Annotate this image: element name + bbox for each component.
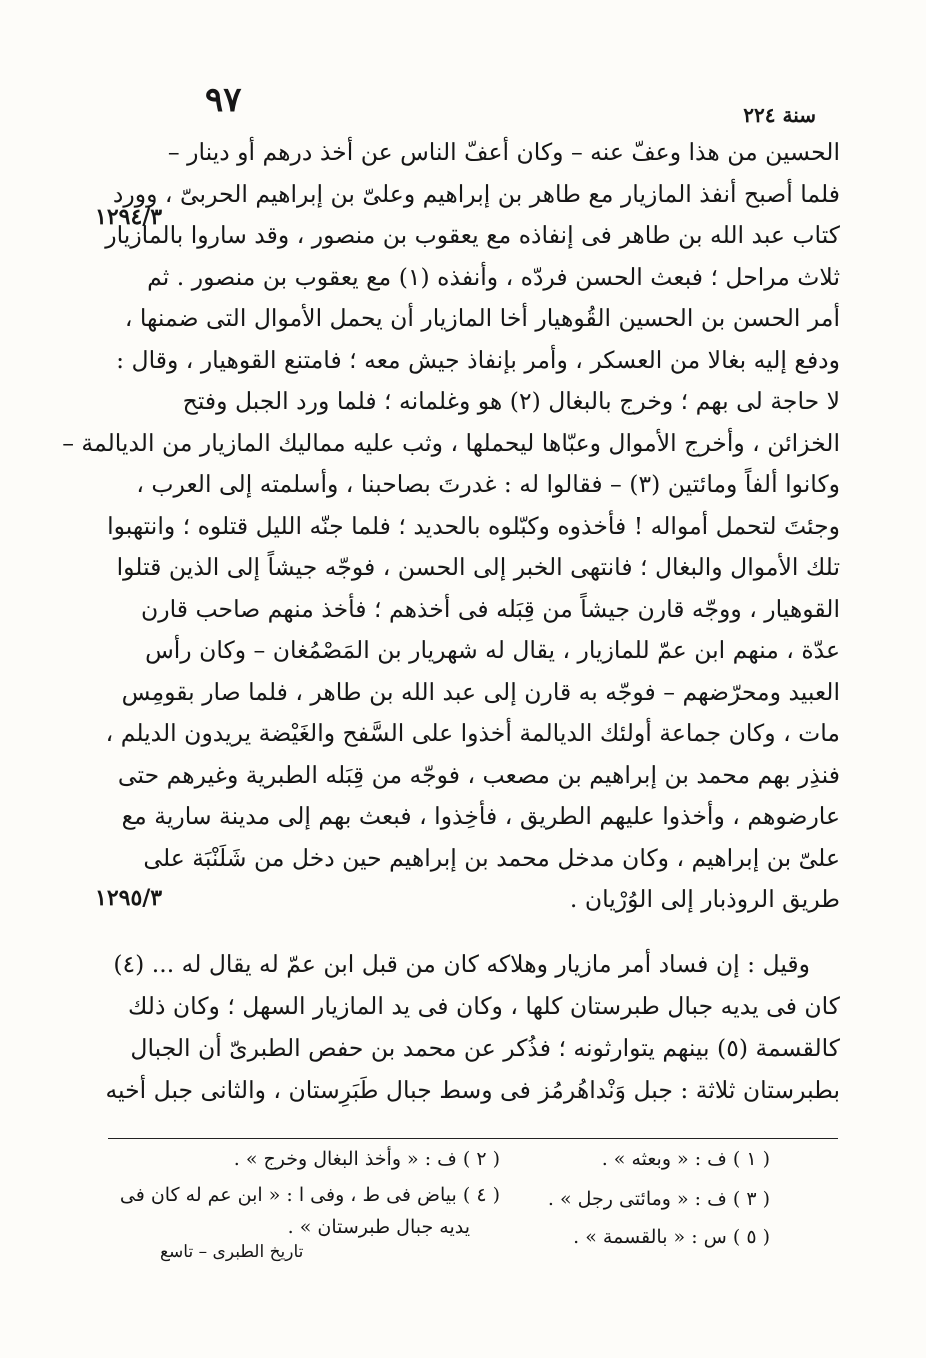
text-line: كان فى يديه جبال طبرستان كلها ، وكان فى يد المازيار السهل ؛ وكان ذلك — [128, 992, 840, 1020]
footnote: ( ٤ ) بياض فى ط ، وفى ا : « ابن عم له كان فى — [119, 1184, 500, 1206]
second-paragraph — [105, 943, 840, 1111]
text-line: بطبرستان ثلاثة : جبل وَنْداهُرمُز فى وسط جبال طَبَرِستان ، والثانى جبل أخيه — [105, 1076, 840, 1104]
page-number: ٩٧ — [205, 80, 242, 120]
text-line: الخزائن ، وأخرج الأموال وعبّاها ليحملها ، وثب عليه مماليك المازيار من الديالمة – — [62, 428, 840, 457]
text-line: كتاب عبد الله بن طاهر فى إنفاذه مع يعقوب بن منصور ، وقد ساروا بالمازيار — [105, 221, 840, 249]
text-line: القوهيار ، ووجّه قارن جيشاً من قِبَله فى أخذهم ؛ فأخذ منهم صاحب قارن — [141, 594, 840, 623]
text-line: فلما أصبح أنفذ المازيار مع طاهر بن إبراهيم وعلىّ بن إبراهيم الحربىّ ، وورد — [112, 179, 840, 208]
text-line: الحسين من هذا وعفّ عنه – وكان أعفّ الناس عن أخذ درهم أو دينار – — [167, 138, 840, 166]
text-line: وقيل : إن فساد أمر مازيار وهلاكه كان من قبل ابن عمّ له يقال له ... (٤) — [113, 950, 810, 978]
text-line: ثلاث مراحل ؛ فبعث الحسن فردّه ، وأنفذه (١) مع يعقوب بن منصور . ثم — [147, 262, 840, 291]
text-line: كالقسمة (٥) بينهم يتوارثونه ؛ فذُكر عن محمد بن حفص الطبرىّ أن الجبال — [130, 1034, 840, 1062]
text-line: وجئتَ لتحمل أمواله ! فأخذوه وكبّلوه بالحديد ؛ فلما جنّه الليل قتلوه ؛ وانتهبوا — [107, 511, 840, 540]
footnote-divider — [108, 1138, 838, 1139]
text-line: وكانوا ألفاً ومائتين (٣) – فقالوا له : غدرتَ بصاحبنا ، وأسلمته إلى العرب ، — [136, 470, 840, 498]
margin-reference: ١٢٩٤/٣ — [95, 204, 163, 230]
text-line: عدّة ، منهم ابن عمّ للمازيار ، يقال له شهريار بن المَصْمُغان – وكان رأس — [145, 636, 840, 664]
page-footer-signature: تاريخ الطبرى – تاسع — [160, 1242, 304, 1262]
text-line: أمر الحسن بن الحسين القُوهيار أخا المازيار أن يحمل الأموال التى ضمنها ، — [124, 304, 840, 332]
footnote-continuation: يديه جبال طبرستان » . — [287, 1216, 470, 1238]
text-line: مات ، وكان جماعة أولئك الديالمة أخذوا على السَّفح والغَيْضة يريدون الديلم ، — [105, 719, 840, 747]
text-line: عارضوهم ، وأخذوا عليهم الطريق ، فأخِذوا ، فبعث بهم إلى مدينة سارية مع — [121, 802, 840, 830]
footnote: ( ١ ) ف : « وبعثه » . — [601, 1148, 770, 1170]
text-line: طريق الروذبار إلى الوُرْيان . — [569, 885, 840, 913]
footnote: ( ٥ ) س : « بالقسمة » . — [573, 1226, 770, 1248]
text-line: لا حاجة لى بهم ؛ وخرج بالبغال (٢) هو وغلمانه ؛ فلما ورد الجبل وفتح — [182, 387, 840, 415]
text-line: تلك الأموال والبغال ؛ فانتهى الخبر إلى الحسن ، فوجّه جيشاً إلى الذين قتلوا — [116, 553, 840, 581]
text-line: علىّ بن إبراهيم ، وكان مدخل محمد بن إبراهيم حين دخل من شَلَنْبَة على — [143, 843, 840, 872]
footnote: ( ٣ ) ف : « ومائتى رجل » . — [547, 1188, 770, 1210]
margin-reference: ١٢٩٥/٣ — [95, 885, 163, 911]
running-header-year: سنة ٢٢٤ — [743, 103, 816, 127]
footnote: ( ٢ ) ف : « وأخذ البغال وخرج » . — [233, 1148, 500, 1170]
text-line: ودفع إليه بغالا من العسكر ، وأمر بإنفاذ جيش معه ؛ فامتنع القوهيار ، وقال : — [116, 345, 840, 374]
text-line: العبيد ومحرّضهم – فوجّه به قارن إلى عبد الله بن طاهر ، فلما صار بقومِس — [121, 677, 840, 706]
text-line: فنذِر بهم محمد بن إبراهيم بن مصعب ، فوجّه من قِبَله الطبرية وغيرهم حتى — [117, 760, 840, 789]
